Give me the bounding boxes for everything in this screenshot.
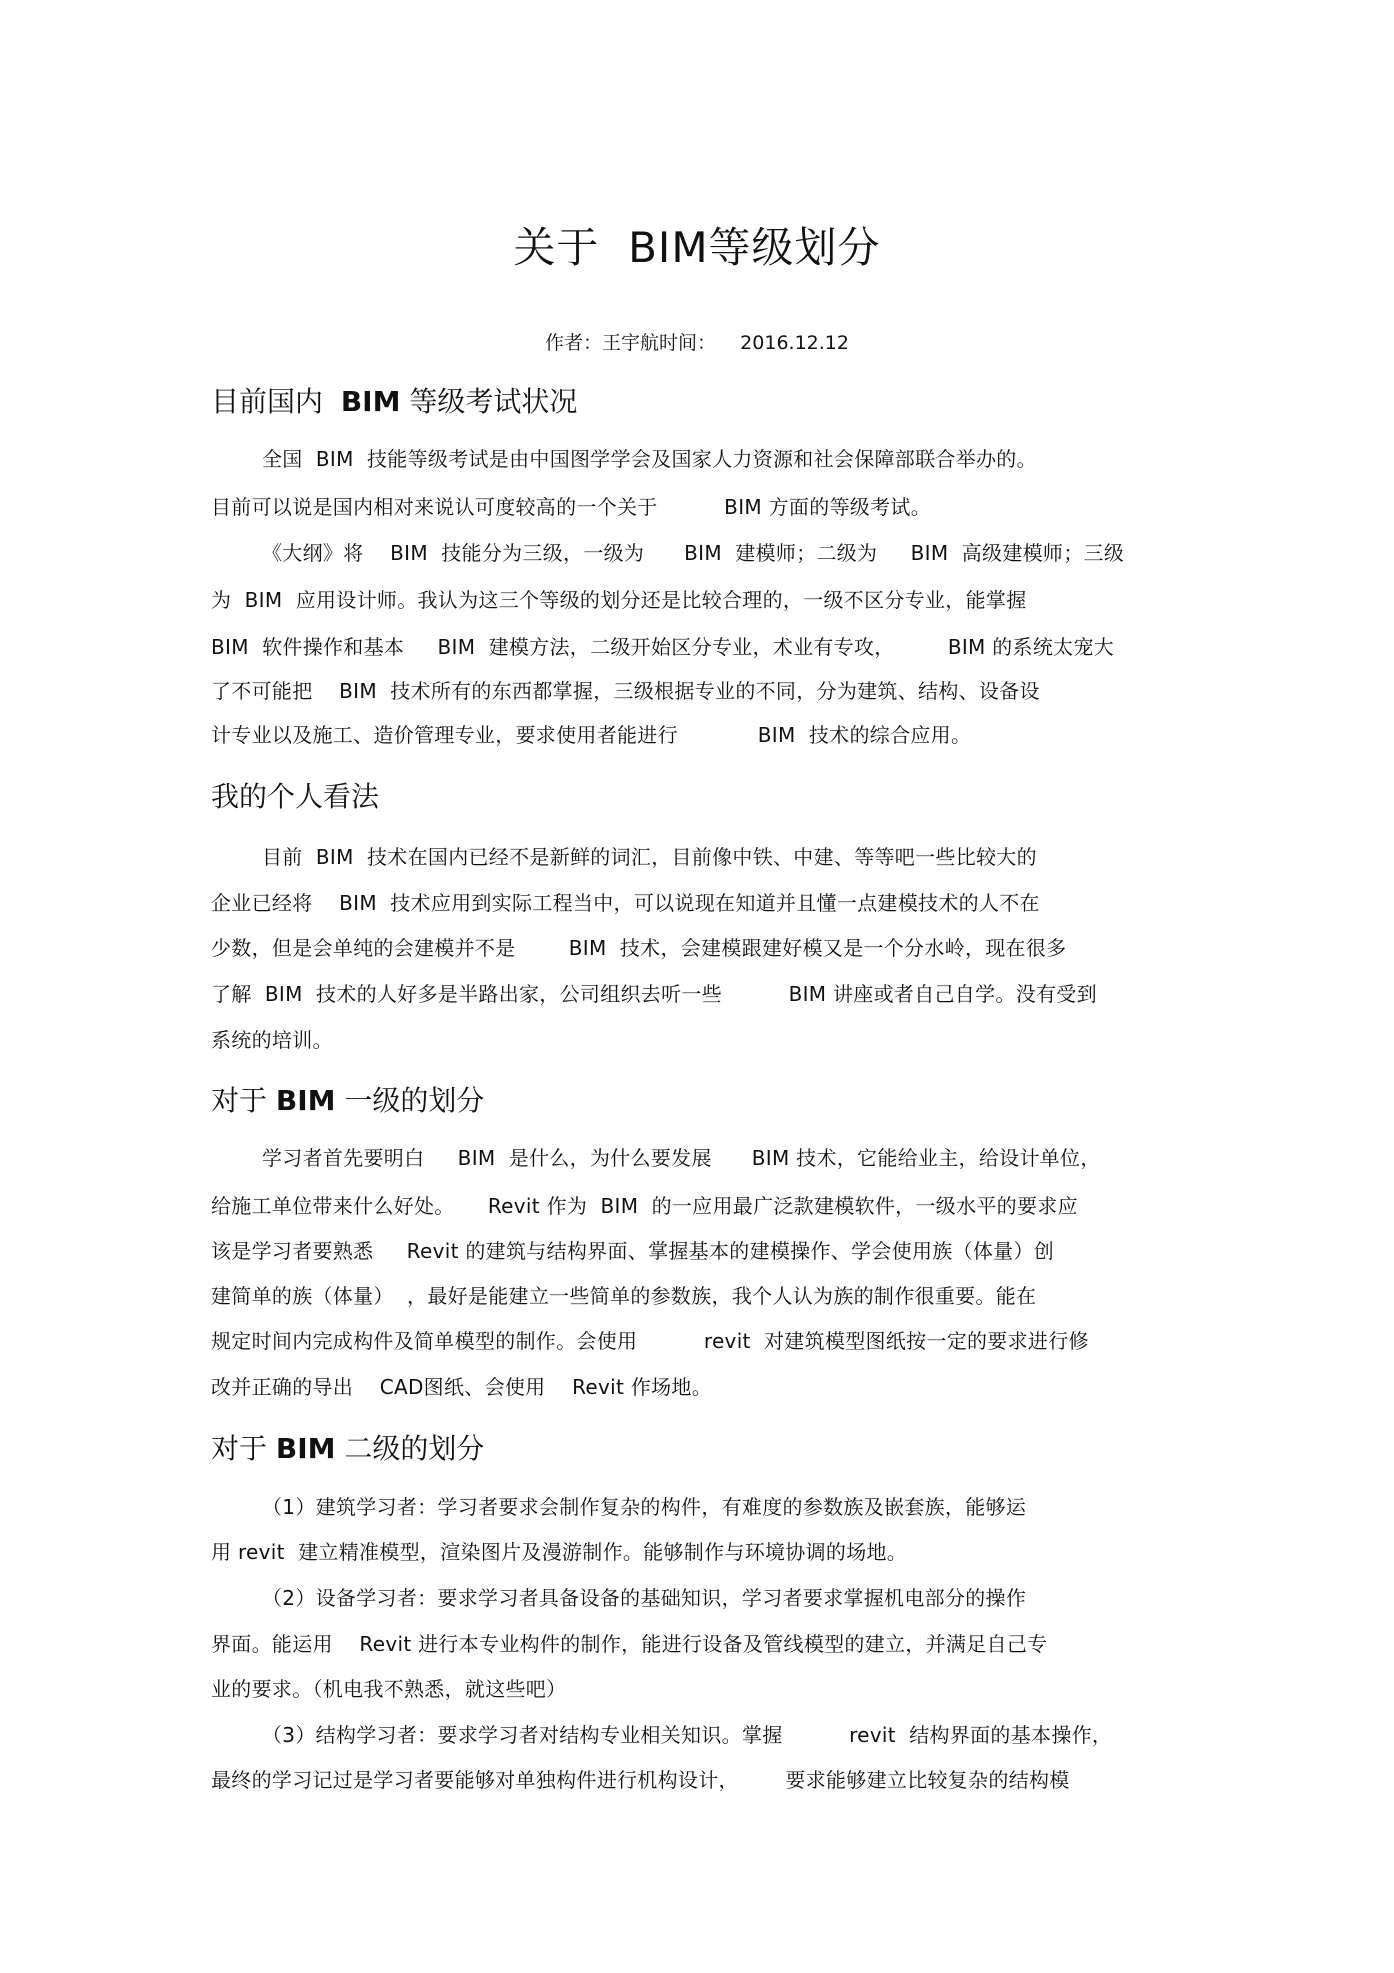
author-date-line: 作者：王宇航时间： 2016.12.12 — [545, 332, 849, 354]
paragraph-line: 界面。能运用 Revit 进行本专业构件的制作，能进行设备及管线模型的建立，并满足自己专 — [211, 1632, 1048, 1656]
paragraph-line: 目前可以说是国内相对来说认可度较高的一个关于 BIM 方面的等级考试。 — [211, 495, 932, 519]
paragraph-line: 改并正确的导出 CAD图纸、会使用 Revit 作场地。 — [211, 1375, 713, 1399]
paragraph-line: 全国 BIM 技能等级考试是由中国图学学会及国家人力资源和社会保障部联合举办的。 — [262, 447, 1037, 471]
paragraph-line: 建简单的族（体量） ，最好是能建立一些简单的参数族，我个人认为族的制作很重要。能在 — [211, 1284, 1037, 1308]
paragraph-line: 该是学习者要熟悉 Revit 的建筑与结构界面、掌握基本的建模操作、学会使用族（体量）创 — [211, 1239, 1055, 1263]
paragraph-line: 用 revit 建立精准模型，渲染图片及漫游制作。能够制作与环境协调的场地。 — [211, 1540, 908, 1564]
paragraph-line: 企业已经将 BIM 技术应用到实际工程当中，可以说现在知道并且懂一点建模技术的人不在 — [211, 891, 1040, 915]
paragraph-line: （1）建筑学习者：学习者要求会制作复杂的构件，有难度的参数族及嵌套族，能够运 — [262, 1495, 1027, 1519]
section-heading-level-two: 对于 BIM 二级的划分 — [211, 1432, 485, 1465]
paragraph-line: 系统的培训。 — [211, 1028, 333, 1052]
paragraph-line: 《大纲》将 BIM 技能分为三级，一级为 BIM 建模师；二级为 BIM 高级建模师；三级 — [262, 541, 1125, 565]
paragraph-line: 规定时间内完成构件及简单模型的制作。会使用 revit 对建筑模型图纸按一定的要求进行修 — [211, 1329, 1089, 1353]
paragraph-line: BIM 软件操作和基本 BIM 建模方法，二级开始区分专业，术业有专攻， BIM 的系统太宠大 — [211, 635, 1115, 659]
paragraph-line: 学习者首先要明白 BIM 是什么，为什么要发展 BIM 技术，它能给业主，给设计单位， — [262, 1146, 1101, 1170]
paragraph-line: 目前 BIM 技术在国内已经不是新鲜的词汇，目前像中铁、中建、等等吧一些比较大的 — [262, 845, 1037, 869]
paragraph-line: 为 BIM 应用设计师。我认为这三个等级的划分还是比较合理的，一级不区分专业，能掌握 — [211, 588, 1027, 612]
section-heading-level-one: 对于 BIM 一级的划分 — [211, 1084, 485, 1117]
paragraph-line: 计专业以及施工、造价管理专业，要求使用者能进行 BIM 技术的综合应用。 — [211, 723, 972, 747]
paragraph-line: （2）设备学习者：要求学习者具备设备的基础知识，学习者要求掌握机电部分的操作 — [262, 1586, 1027, 1610]
paragraph-line: （3）结构学习者：要求学习者对结构专业相关知识。掌握 revit 结构界面的基本操作， — [262, 1723, 1113, 1747]
page-title: 关于 BIM等级划分 — [513, 223, 881, 272]
paragraph-line: 了不可能把 BIM 技术所有的东西都掌握，三级根据专业的不同，分为建筑、结构、设备设 — [211, 679, 1040, 703]
paragraph-line: 了解 BIM 技术的人好多是半路出家，公司组织去听一些 BIM 讲座或者自己自学。没有受到 — [211, 982, 1097, 1006]
paragraph-line: 最终的学习记过是学习者要能够对单独构件进行机构设计， 要求能够建立比较复杂的结构模 — [211, 1768, 1070, 1792]
section-heading-exam-status: 目前国内 BIM 等级考试状况 — [211, 385, 578, 418]
paragraph-line: 业的要求。（机电我不熟悉，就这些吧） — [211, 1677, 567, 1701]
paragraph-line: 少数，但是会单纯的会建模并不是 BIM 技术，会建模跟建好模又是一个分水岭，现在很多 — [211, 936, 1067, 960]
section-heading-personal-view: 我的个人看法 — [211, 780, 380, 813]
paragraph-line: 给施工单位带来什么好处。 Revit 作为 BIM 的一应用最广泛款建模软件，一级水平的要求应 — [211, 1194, 1078, 1218]
